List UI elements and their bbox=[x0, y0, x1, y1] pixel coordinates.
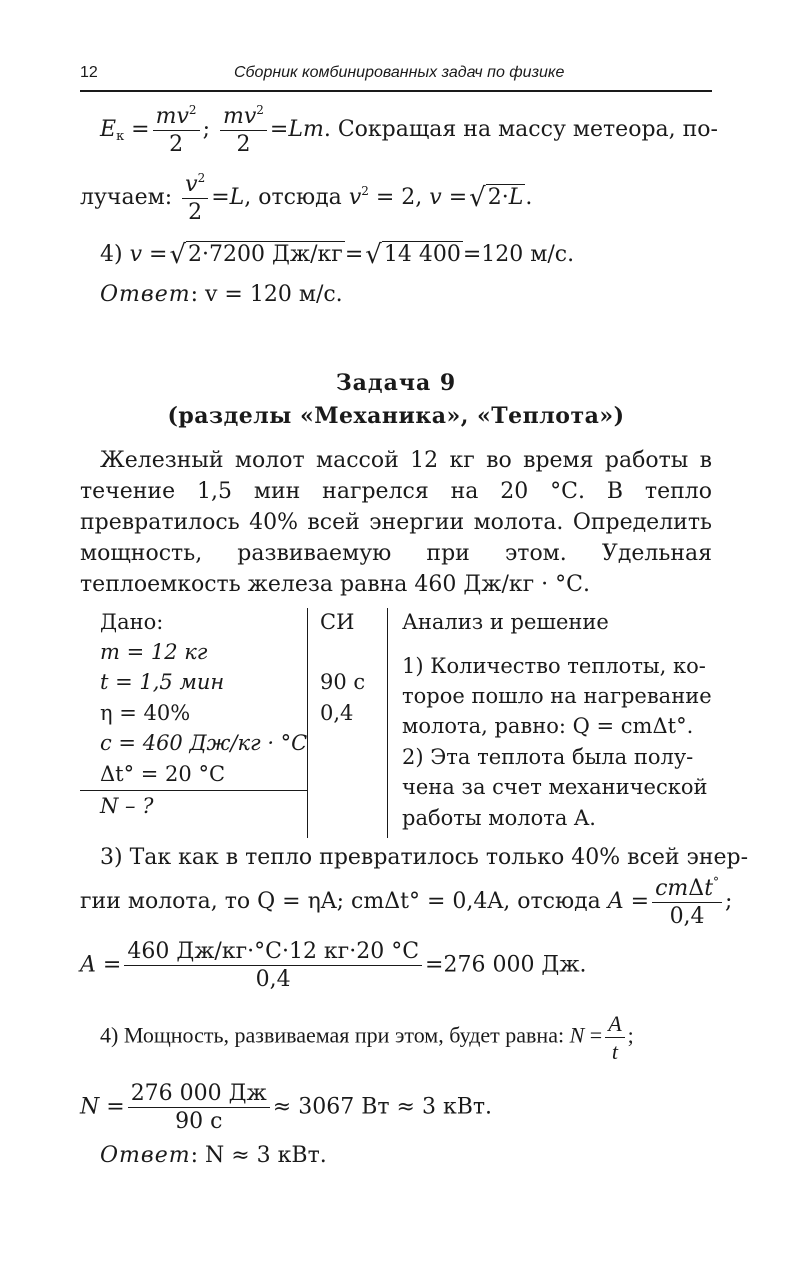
given-table bbox=[80, 606, 712, 838]
si-time: 90 с bbox=[320, 670, 366, 694]
given-heat-capacity: c = 460 Дж/кг · °С bbox=[100, 731, 308, 755]
power-numerator: 276 000 Дж bbox=[128, 1082, 270, 1108]
find-power: N – ? bbox=[100, 794, 154, 818]
task-title: Задача 9 bbox=[335, 370, 457, 396]
velocity-result: =120 м/с. bbox=[462, 242, 575, 267]
answer-label: Ответ bbox=[100, 282, 191, 307]
power-result: ≈ 3067 Вт ≈ 3 кВт. bbox=[272, 1094, 493, 1120]
equation-work: A = $\frac{460 Дж/кг\cdot^\circ С\cdot 12 кг\cdot 20 ^\circ С}{0,4}$ =276 000 Дж. bbox=[80, 939, 587, 993]
analysis-line-3: молота, равно: Q = cmΔt°. bbox=[402, 714, 694, 738]
analysis-line-4: 2) Эта теплота была полу- bbox=[402, 745, 694, 769]
task-subtitle: (разделы «Механика», «Теплота») bbox=[167, 403, 625, 429]
running-header bbox=[80, 64, 712, 88]
book-title: Сборник комбинированных задач по физике bbox=[234, 64, 565, 81]
given-mass: m = 12 кг bbox=[100, 640, 208, 664]
si-efficiency: 0,4 bbox=[320, 701, 354, 725]
formula-line-step4: 4) v =√2·7200 Дж/кг=√14 400=120 м/с. bbox=[100, 240, 575, 270]
given-time: t = 1,5 мин bbox=[100, 670, 225, 694]
work-numerator: 460 Дж/кг·°С·12 кг·20 °С bbox=[124, 940, 422, 966]
answer-prev bbox=[80, 282, 343, 307]
work-result: =276 000 Дж. bbox=[425, 952, 587, 978]
step4-text: 4) Мощность, развиваемая при этом, будет равна: bbox=[100, 1022, 565, 1048]
answer-final-label: Ответ bbox=[100, 1143, 191, 1168]
equation-power: N = $\frac{276 000 Дж}{90 с}$ ≈ 3067 Вт ≈ 3 кВт. bbox=[80, 1081, 493, 1135]
text-cancel-mass: Сокращая на массу метеора, по- bbox=[337, 117, 718, 143]
header-rule bbox=[80, 90, 712, 92]
table-divider-1 bbox=[307, 608, 308, 838]
answer-value: : v = 120 м/с. bbox=[190, 282, 343, 307]
task-statement: Железный молот массой 12 кг во время работы в течение 1,5 мин нагрелся на 20 °С. В тепло превратилось 40% всей энергии молота. Определить мощность, развиваемую при этом. Удельная теплоемкость железа равна 460 Дж/кг · °С. bbox=[80, 448, 712, 597]
power-denominator: 90 с bbox=[175, 1109, 223, 1135]
analysis-line-5: чена за счет механической bbox=[402, 775, 708, 799]
formula-line-energy: $E_к$ = $\frac{mv^2}{2}$ ; $\frac{mv^2}{2}$ =Lm. Сокращая на массу метеора, по- bbox=[100, 103, 718, 158]
analysis-header: Анализ и решение bbox=[402, 610, 609, 634]
si-header: СИ bbox=[320, 610, 355, 634]
given-underline bbox=[80, 790, 308, 791]
given-header: Дано: bbox=[100, 610, 164, 634]
sqrt-arg-1: 2·7200 Дж/кг bbox=[188, 242, 343, 267]
work-denominator: 0,4 bbox=[255, 967, 291, 993]
step3-line2: гии молота, то Q = ηA; cmΔt° = 0,4A, отсюда A = $\frac{cm\Delta t^\circ}{0,4}$ ; bbox=[80, 875, 733, 930]
step4-line: 4) Мощность, развиваемая при этом, будет равна: N = $\frac{A}{t}$ ; bbox=[100, 1011, 634, 1065]
analysis-line-1: 1) Количество теплоты, ко- bbox=[402, 654, 706, 678]
step-label: 4) bbox=[100, 242, 123, 267]
answer-final-value: : N ≈ 3 кВт. bbox=[190, 1143, 327, 1168]
text-we-get: лучаем: bbox=[80, 185, 173, 211]
analysis-line-2: торое пошло на нагревание bbox=[402, 684, 712, 708]
given-delta-t: Δt° = 20 °С bbox=[100, 762, 226, 786]
analysis-line-6: работы молота A. bbox=[402, 806, 596, 830]
answer-final bbox=[80, 1143, 327, 1168]
page-number: 12 bbox=[80, 64, 98, 81]
step3-line1: 3) Так как в тепло превратилось только 40% всей энер- bbox=[100, 845, 749, 870]
step3-text: гии молота, то Q = ηA; cmΔt° = 0,4A, отсюда bbox=[80, 889, 601, 915]
sqrt-arg-2: 14 400 bbox=[383, 242, 461, 267]
text-hence: отсюда bbox=[258, 185, 342, 211]
given-efficiency: η = 40% bbox=[100, 701, 191, 725]
formula-line-result: лучаем: $\frac{v^2}{2}$ =L, отсюда $v^2 = 2$, v =√2·L. bbox=[80, 171, 533, 226]
page bbox=[80, 0, 749, 1272]
table-divider-2 bbox=[387, 608, 388, 838]
